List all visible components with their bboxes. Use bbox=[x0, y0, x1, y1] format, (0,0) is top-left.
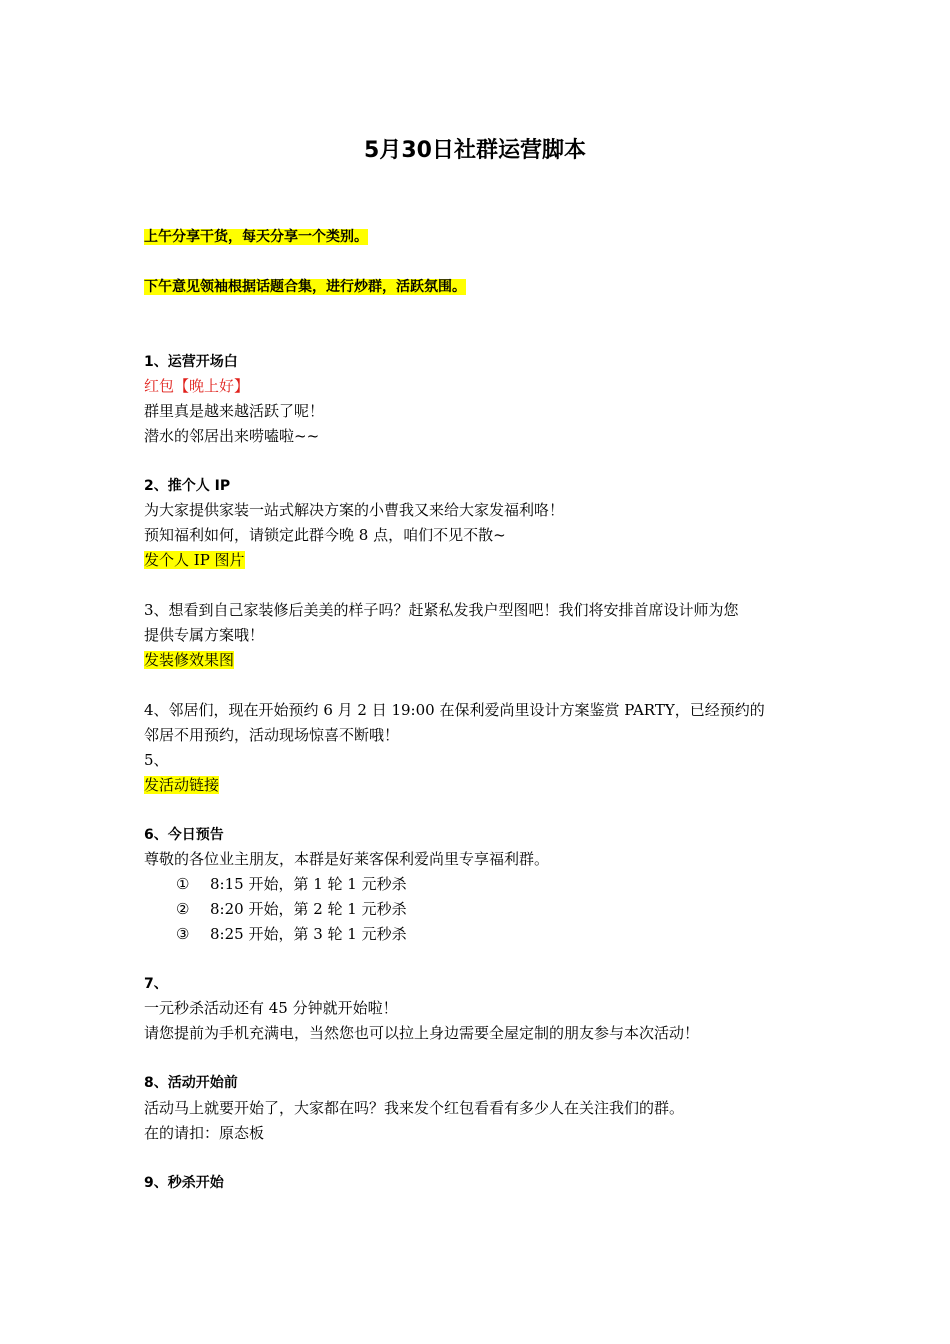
note-afternoon bbox=[144, 277, 466, 297]
section-2-line: 为大家提供家装一站式解决方案的小曹我又来给大家发福利咯！ bbox=[144, 501, 565, 519]
highlight-text: 发装修效果图 bbox=[144, 651, 235, 669]
section-2-line: 预知福利如何，请锁定此群今晚 8 点，咱们不见不散~ bbox=[144, 526, 506, 544]
section-1-line: 潜水的邻居出来唠嗑啦~~ bbox=[144, 427, 320, 445]
list-number: ③ bbox=[176, 925, 190, 943]
section-9-heading: 9、秒杀开始 bbox=[144, 1175, 224, 1191]
section-2-instruction bbox=[144, 550, 245, 570]
highlight-text: 发活动链接 bbox=[144, 776, 220, 794]
list-item bbox=[176, 874, 407, 894]
section-5-instruction bbox=[144, 775, 219, 795]
section-8-heading: 8、活动开始前 bbox=[144, 1075, 238, 1091]
section-3-instruction bbox=[144, 650, 234, 670]
section-6-heading: 6、今日预告 bbox=[144, 827, 224, 843]
section-5-label: 5、 bbox=[144, 751, 169, 769]
document-title: 5月30日社群运营脚本 bbox=[364, 138, 586, 163]
list-text: 8:15 开始，第 1 轮 1 元秒杀 bbox=[210, 875, 407, 893]
section-2-heading: 2、推个人 IP bbox=[144, 478, 231, 494]
list-number: ② bbox=[176, 900, 190, 918]
section-1-line: 群里真是越来越活跃了呢！ bbox=[144, 402, 325, 420]
section-8-line: 在的请扣：原态板 bbox=[144, 1124, 265, 1142]
section-3-line: 3、想看到自己家装修后美美的样子吗？赶紧私发我户型图吧！我们将安排首席设计师为您 bbox=[144, 601, 739, 619]
section-1-heading: 1、运营开场白 bbox=[144, 354, 238, 370]
list-number: ① bbox=[176, 875, 190, 893]
section-6-intro: 尊敬的各位业主朋友，本群是好莱客保利爱尚里专享福利群。 bbox=[144, 850, 550, 868]
list-item bbox=[176, 924, 407, 944]
highlight-text: 上午分享干货，每天分享一个类别。 bbox=[144, 229, 368, 245]
section-8-line: 活动马上就要开始了，大家都在吗？我来发个红包看看有多少人在关注我们的群。 bbox=[144, 1099, 685, 1117]
highlight-text: 下午意见领袖根据话题合集，进行炒群，活跃氛围。 bbox=[144, 279, 466, 295]
section-3-line: 提供专属方案哦！ bbox=[144, 626, 265, 644]
note-morning bbox=[144, 227, 368, 247]
highlight-text: 发个人 IP 图片 bbox=[144, 551, 245, 569]
section-7-heading: 7、 bbox=[144, 976, 168, 992]
list-text: 8:25 开始，第 3 轮 1 元秒杀 bbox=[210, 925, 407, 943]
section-7-line: 请您提前为手机充满电，当然您也可以拉上身边需要全屋定制的朋友参与本次活动！ bbox=[144, 1024, 700, 1042]
section-4-line: 邻居不用预约，活动现场惊喜不断哦！ bbox=[144, 726, 400, 744]
section-7-line: 一元秒杀活动还有 45 分钟就开始啦！ bbox=[144, 999, 398, 1017]
list-text: 8:20 开始，第 2 轮 1 元秒杀 bbox=[210, 900, 407, 918]
list-item bbox=[176, 899, 407, 919]
section-1-red-packet: 红包【晚上好】 bbox=[144, 377, 250, 395]
section-4-line: 4、邻居们，现在开始预约 6 月 2 日 19:00 在保利爱尚里设计方案鉴赏 PARTY，已经预约的 bbox=[144, 701, 765, 719]
